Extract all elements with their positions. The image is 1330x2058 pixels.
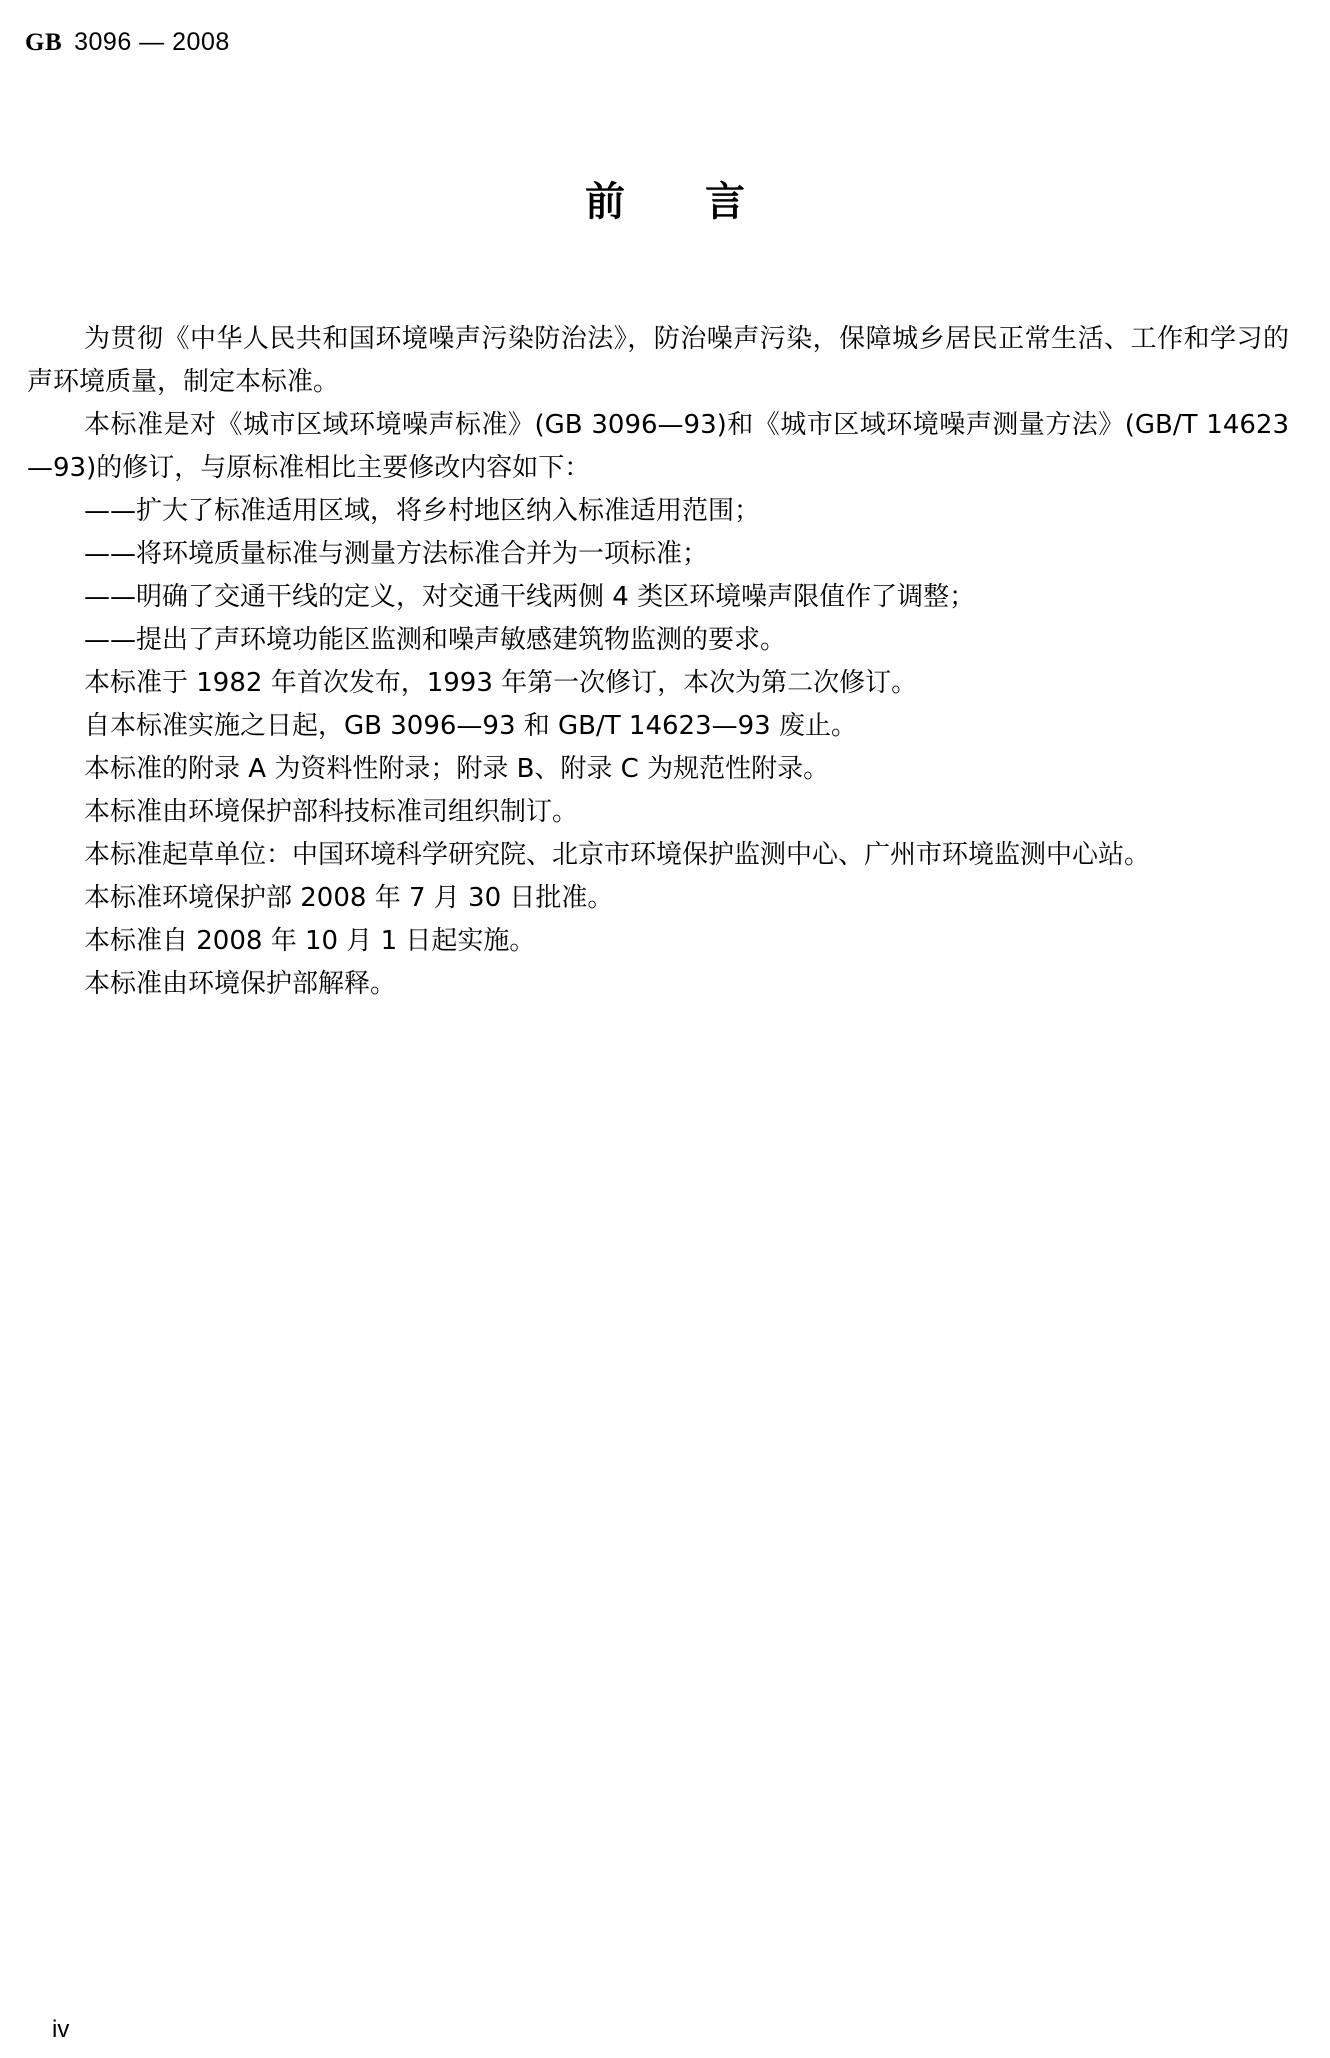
paragraph-purpose: 为贯彻《中华人民共和国环境噪声污染防治法》，防治噪声污染，保障城乡居民正常生活、工作和学习的声环境质量，制定本标准。 <box>27 324 1289 397</box>
paragraph-supersede: 自本标准实施之日起，GB 3096—93 和 GB/T 14623—93 废止。 <box>84 711 857 741</box>
paragraph-approval: 本标准环境保护部 2008 年 7 月 30 日批准。 <box>84 883 614 913</box>
standard-code: GB <box>25 29 63 56</box>
document-header <box>25 28 230 57</box>
paragraph-appendix: 本标准的附录 A 为资料性附录；附录 B、附录 C 为规范性附录。 <box>84 754 830 784</box>
paragraph-organizer: 本标准由环境保护部科技标准司组织制订。 <box>84 797 579 827</box>
paragraph-history: 本标准于 1982 年首次发布，1993 年第一次修订，本次为第二次修订。 <box>84 668 918 698</box>
page-number: iv <box>52 2016 70 2043</box>
page-title: 前言 <box>585 179 825 225</box>
paragraph-effective: 本标准自 2008 年 10 月 1 日起实施。 <box>84 926 536 956</box>
paragraph-revision: 本标准是对《城市区域环境噪声标准》(GB 3096—93)和《城市区域环境噪声测量方法》(GB/T 14623—93)的修订，与原标准相比主要修改内容如下： <box>27 410 1289 483</box>
standard-number: 3096 — 2008 <box>74 28 230 56</box>
paragraph-drafters: 本标准起草单位：中国环境科学研究院、北京市环境保护监测中心、广州市环境监测中心站。 <box>84 840 1151 870</box>
list-item: ——明确了交通干线的定义，对交通干线两侧 4 类区环境噪声限值作了调整； <box>84 582 976 612</box>
paragraph-interpretation: 本标准由环境保护部解释。 <box>84 969 397 999</box>
list-item: ——将环境质量标准与测量方法标准合并为一项标准； <box>84 539 709 569</box>
foreword-body <box>27 318 1289 1006</box>
list-item: ——提出了声环境功能区监测和噪声敏感建筑物监测的要求。 <box>84 625 787 655</box>
list-item: ——扩大了标准适用区域，将乡村地区纳入标准适用范围； <box>84 496 761 526</box>
